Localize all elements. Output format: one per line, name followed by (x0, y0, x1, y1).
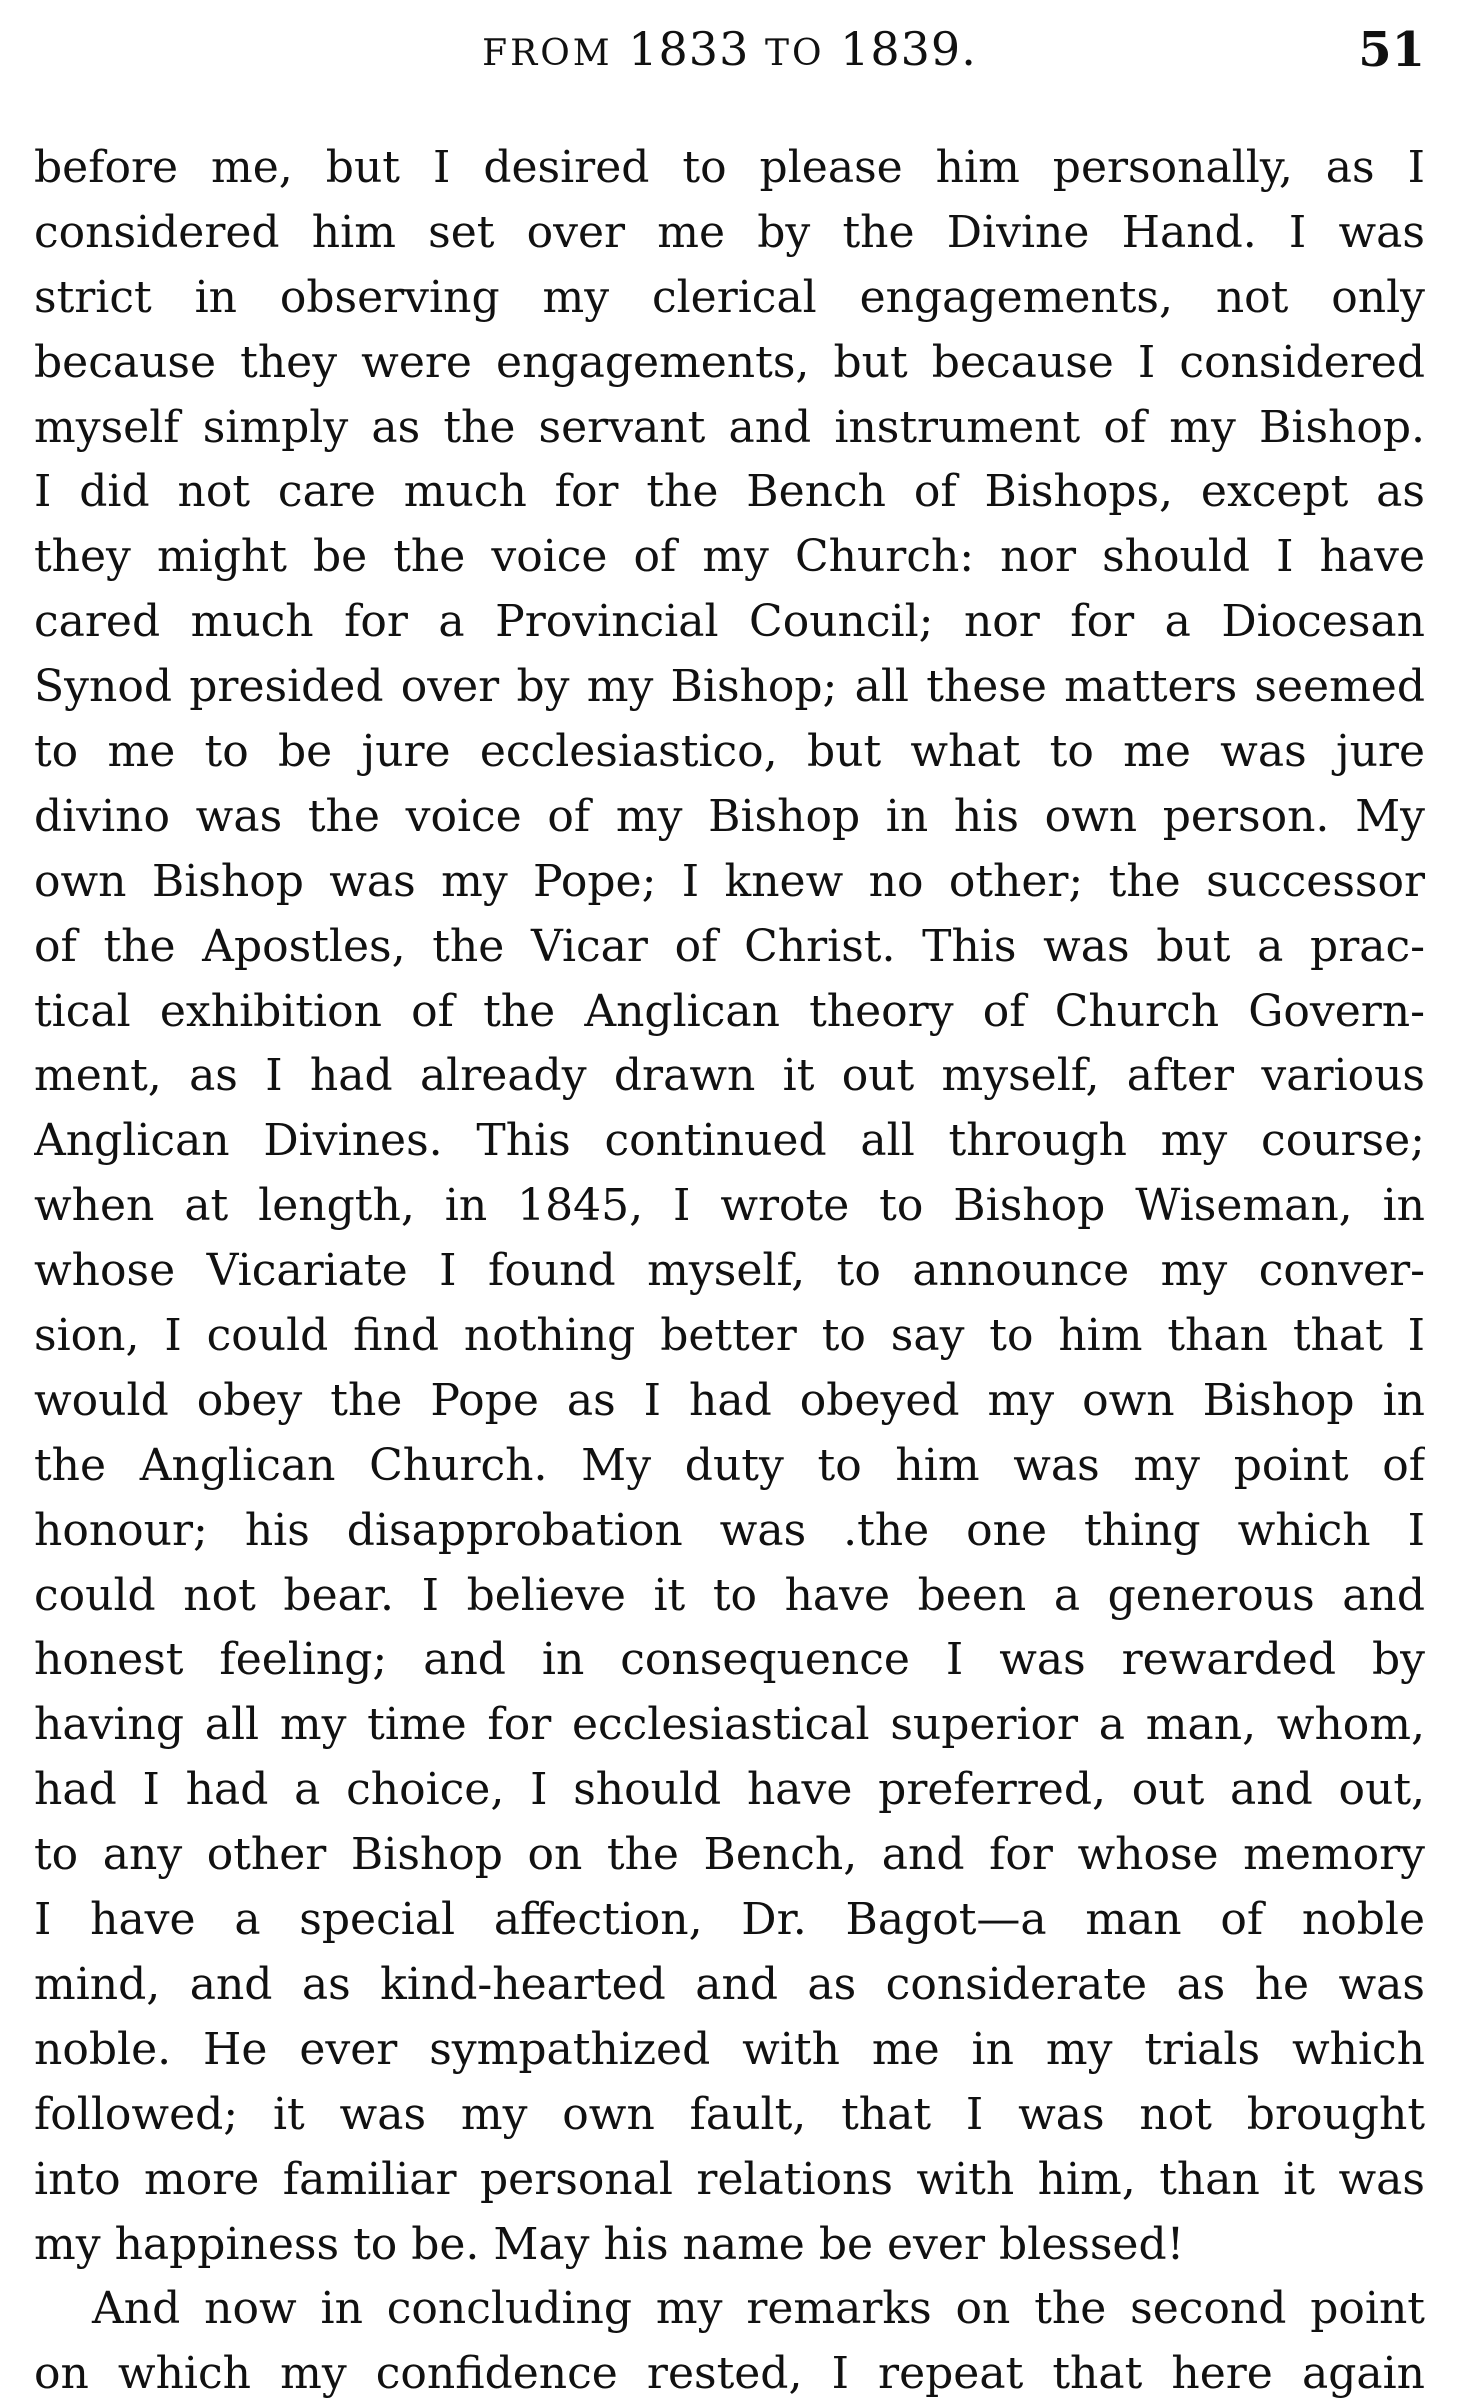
running-title-to: TO (764, 33, 825, 74)
text-line: honour; his disapprobation was .the one thing which I (34, 1504, 1425, 1556)
text-line: to any other Bishop on the Bench, and for whose memory (34, 1829, 1425, 1881)
paragraph-1 (34, 136, 1425, 2277)
text-line: tical exhibition of the Anglican theory of Church Govern- (34, 985, 1425, 1037)
text-line: Anglican Divines. This continued all through my course; (34, 1115, 1425, 1167)
page-number: 51 (1358, 22, 1425, 78)
running-title-year-end: 1839. (840, 22, 977, 76)
text-line: divino was the voice of my Bishop in his own person. My (34, 790, 1425, 842)
text-line: own Bishop was my Pope; I knew no other; the successor (34, 855, 1425, 907)
text-line: my happiness to be. May his name be ever blessed! (34, 2218, 1185, 2270)
text-line: I did not care much for the Bench of Bishops, except as (34, 466, 1425, 518)
text-line: honest feeling; and in consequence I was rewarded by (34, 1634, 1425, 1686)
text-line: before me, but I desired to please him personally, as I (34, 142, 1425, 193)
text-line: And now in concluding my remarks on the second point (92, 2283, 1425, 2335)
text-line: on which my confidence rested, I repeat that here again (34, 2348, 1425, 2400)
text-line: having all my time for ecclesiastical superior a man, whom, (34, 1699, 1425, 1751)
text-line: they might be the voice of my Church: nor should I have (34, 531, 1425, 583)
text-line: cared much for a Provincial Council; nor for a Diocesan (34, 596, 1425, 648)
text-line: of the Apostles, the Vicar of Christ. This was but a prac- (34, 920, 1425, 972)
text-line: the Anglican Church. My duty to him was my point of (34, 1439, 1425, 1491)
text-line: could not bear. I believe it to have been a generous and (34, 1569, 1425, 1621)
text-line: noble. He ever sympathized with me in my trials which (34, 2023, 1425, 2075)
running-title-from: FROM (482, 33, 613, 74)
text-line: followed; it was my own fault, that I was not brought (34, 2088, 1425, 2140)
text-line: ment, as I had already drawn it out myself, after various (34, 1050, 1425, 1102)
body-text (34, 136, 1425, 2407)
text-line: sion, I could find nothing better to say to him than that I (34, 1310, 1425, 1362)
text-line: Synod presided over by my Bishop; all these matters seemed (34, 661, 1425, 713)
paragraph-2 (34, 2277, 1425, 2407)
book-page (34, 0, 1425, 2405)
text-line: to me to be jure ecclesiastico, but what to me was jure (34, 726, 1425, 778)
running-title (34, 22, 1425, 76)
text-line: whose Vicariate I found myself, to announce my conver- (34, 1245, 1425, 1297)
text-line: because they were engagements, but because I considered (34, 336, 1425, 388)
running-title-year-start: 1833 (628, 22, 750, 76)
text-line: myself simply as the servant and instrument of my Bishop. (34, 401, 1425, 453)
text-line: when at length, in 1845, I wrote to Bishop Wiseman, in (34, 1180, 1425, 1232)
text-line: would obey the Pope as I had obeyed my own Bishop in (34, 1374, 1425, 1426)
running-head (34, 0, 1425, 140)
text-line: I have a special affection, Dr. Bagot—a man of noble (34, 1894, 1425, 1946)
text-line: considered him set over me by the Divine Hand. I was (34, 206, 1425, 258)
text-line: strict in observing my clerical engagements, not only (34, 271, 1425, 323)
text-line: had I had a choice, I should have preferred, out and out, (34, 1764, 1425, 1816)
text-line: into more familiar personal relations with him, than it was (34, 2153, 1425, 2205)
text-line: mind, and as kind-hearted and as considerate as he was (34, 1958, 1425, 2010)
